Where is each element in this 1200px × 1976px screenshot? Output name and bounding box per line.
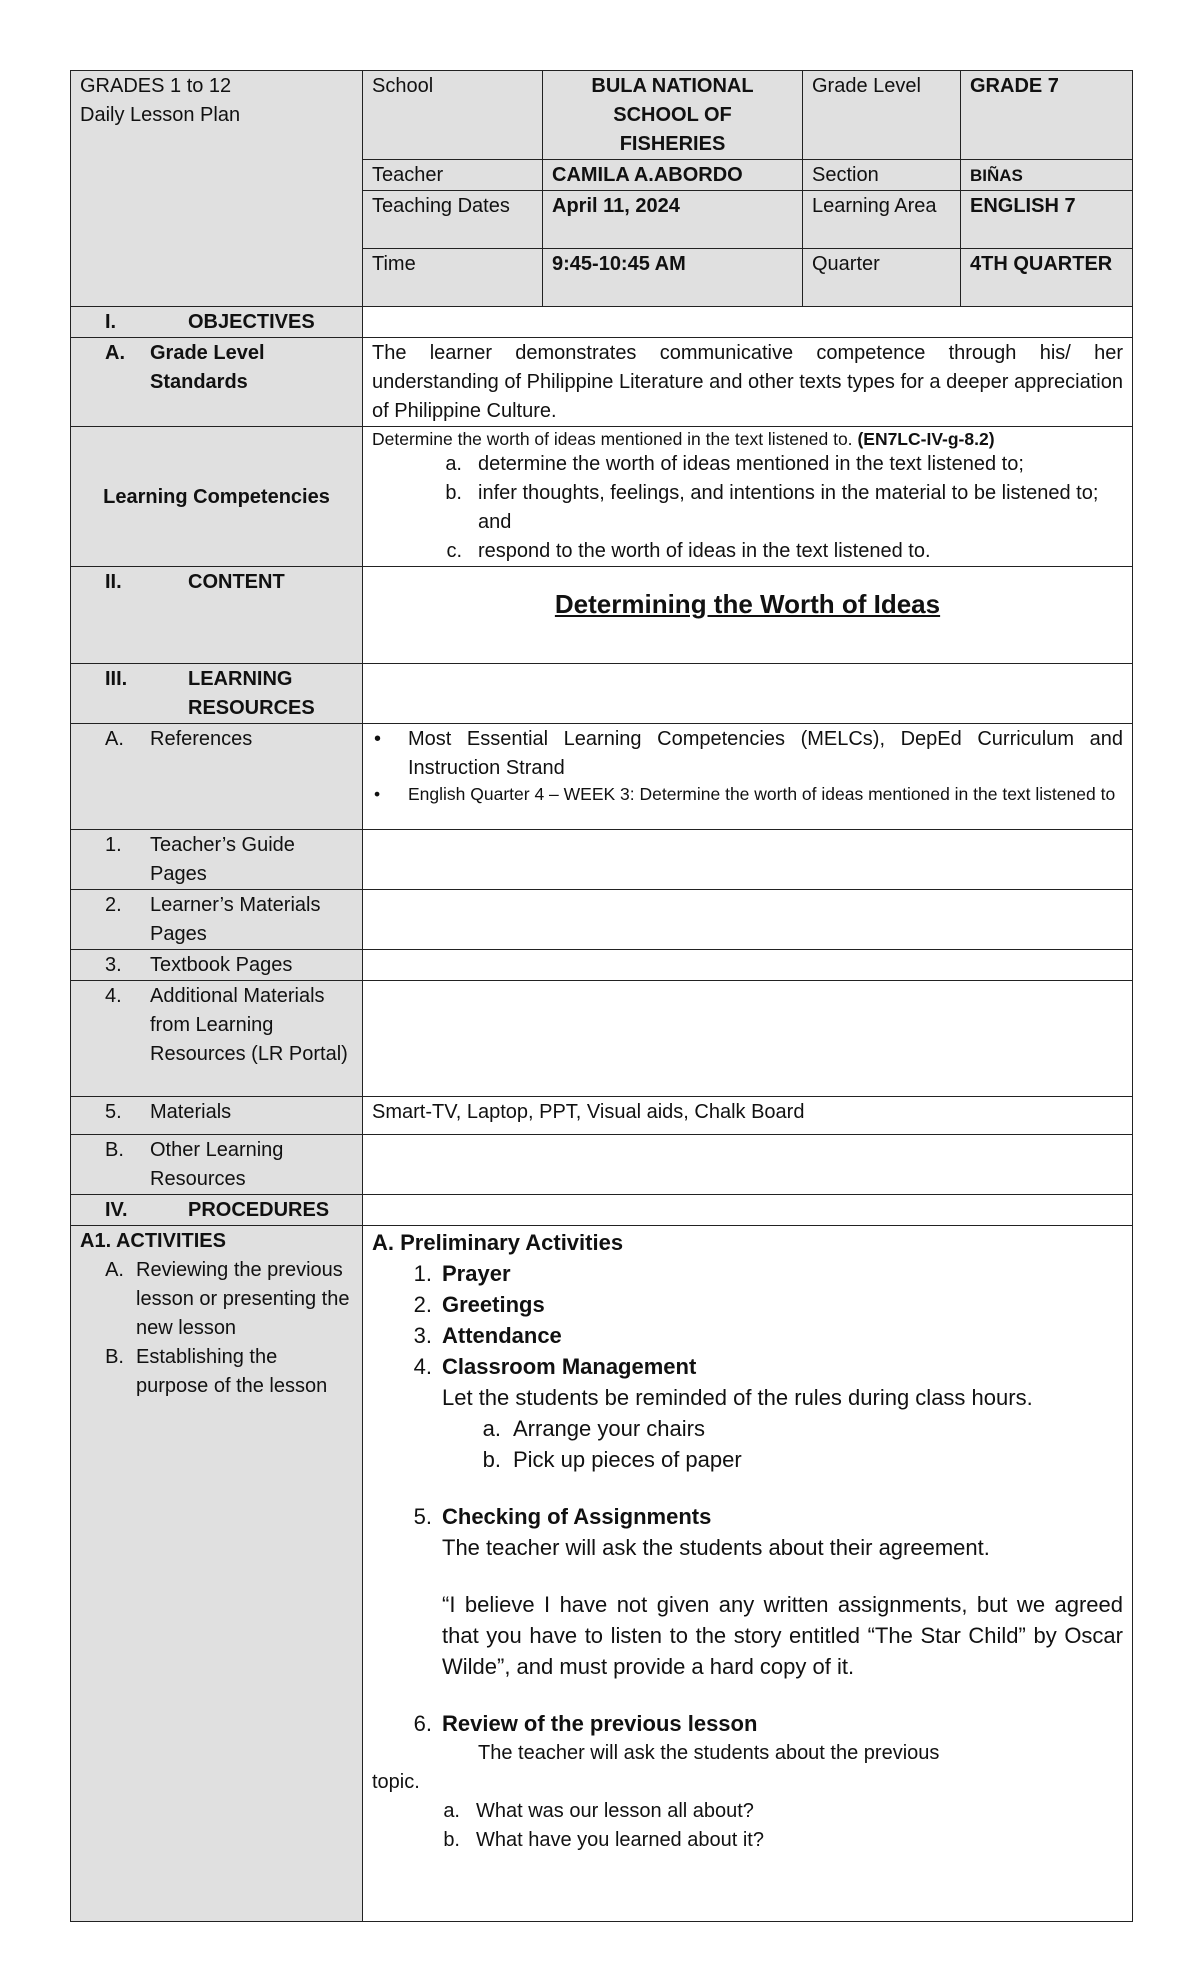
references-letter: A.: [105, 728, 124, 750]
grade-level-value: GRADE 7: [961, 71, 1133, 160]
resource-row-text: Additional Materials from Learning Resources (LR Portal): [150, 985, 348, 1065]
time-label: Time: [363, 249, 543, 307]
resource-row-label: [71, 1097, 363, 1135]
step4-text: Let the students be reminded of the rules during class hours.: [442, 1385, 1033, 1410]
prelim-step-title: Review of the previous lesson: [442, 1711, 758, 1736]
competency-item-text: determine the worth of ideas mentioned in the text listened to;: [478, 453, 1024, 475]
resource-row-num: 2.: [105, 894, 122, 916]
section-label: Section: [803, 160, 961, 191]
prelim-step-title: Checking of Assignments: [442, 1504, 712, 1529]
reference-item-text: Most Essential Learning Competencies (MELCs), DepEd Curriculum and Instruction Strand: [408, 728, 1123, 779]
prelim-step: [372, 1289, 1123, 1320]
prelim-step: [372, 1258, 1123, 1289]
resource-row-label: [71, 890, 363, 950]
step4-item-text: Pick up pieces of paper: [513, 1447, 742, 1472]
prelim-step: [372, 1708, 1123, 1739]
bullet-icon: •: [374, 784, 381, 804]
resources-empty-cell: [363, 664, 1133, 724]
step4-item-key: a.: [482, 1416, 501, 1441]
resource-row-num: 4.: [105, 985, 122, 1007]
bullet-icon: •: [374, 728, 382, 750]
plan-title-line2: Daily Lesson Plan: [80, 104, 241, 126]
objectives-heading-cell: [71, 307, 363, 338]
activity-item-text: Reviewing the previous lesson or presenting the new lesson: [136, 1259, 350, 1339]
activity-item-text: Establishing the purpose of the lesson: [136, 1346, 328, 1397]
prelim-step-num: 1.: [413, 1261, 432, 1286]
prelim-step: [372, 1320, 1123, 1351]
standards-label: Grade Level Standards: [150, 342, 265, 393]
competency-item-text: infer thoughts, feelings, and intentions in the material to be listened to; and: [478, 482, 1099, 533]
resources-heading-cell: [71, 664, 363, 724]
teacher-label: Teacher: [363, 160, 543, 191]
competency-item-text: respond to the worth of ideas in the text listened to.: [478, 540, 931, 562]
reference-item: [372, 725, 1123, 783]
content-title-cell: [363, 567, 1133, 664]
resource-row-value: [363, 950, 1133, 981]
resource-row-text: Textbook Pages: [150, 954, 293, 976]
resources-num: III.: [105, 668, 128, 690]
prelim-step: [372, 1351, 1123, 1382]
competencies-cell: [363, 427, 1133, 567]
step6-item-text: What was our lesson all about?: [476, 1800, 754, 1822]
step4-item-key: b.: [482, 1447, 501, 1472]
resource-row-text: Materials: [150, 1101, 232, 1123]
resource-row-label: [71, 981, 363, 1097]
prelim-step-title: Attendance: [442, 1323, 562, 1348]
competency-item: [372, 479, 1123, 537]
dates-label: Teaching Dates: [363, 191, 543, 249]
procedures-num: IV.: [105, 1199, 128, 1221]
prelim-step-title: Greetings: [442, 1292, 545, 1317]
quarter-value: 4TH QUARTER: [961, 249, 1133, 307]
prelim-step-text: [372, 1589, 1123, 1682]
objectives-num: I.: [105, 311, 117, 333]
other-resources-letter: B.: [105, 1139, 124, 1161]
references-label: References: [150, 728, 253, 750]
resource-row-num: 1.: [105, 834, 122, 856]
lesson-plan-table: [70, 70, 1133, 1922]
resource-row-num: 5.: [105, 1101, 122, 1123]
competency-item: [372, 537, 1123, 566]
learning-area-label: Learning Area: [803, 191, 961, 249]
procedures-heading: PROCEDURES: [188, 1199, 330, 1221]
learning-area-value: ENGLISH 7: [961, 191, 1133, 249]
plan-title-cell: [71, 71, 363, 307]
standards-letter: A.: [105, 342, 125, 364]
procedures-empty-cell: [363, 1195, 1133, 1226]
step6-item-text: What have you learned about it?: [476, 1829, 764, 1851]
resource-row-text: Teacher’s Guide Pages: [150, 834, 295, 885]
quarter-label: Quarter: [803, 249, 961, 307]
activity-item: [80, 1343, 353, 1401]
resources-heading: LEARNING RESOURCES: [188, 668, 315, 719]
dates-value: April 11, 2024: [543, 191, 803, 249]
competency-item-key: b.: [445, 482, 462, 504]
prelim-step-title: Prayer: [442, 1261, 511, 1286]
activity-item-key: A.: [105, 1259, 124, 1281]
step6-item: [372, 1826, 1123, 1855]
prelim-step-num: 6.: [413, 1711, 432, 1736]
resource-row-num: 3.: [105, 954, 122, 976]
content-heading-cell: [71, 567, 363, 664]
standards-label-cell: [71, 338, 363, 427]
content-title: Determining the Worth of Ideas: [554, 589, 941, 619]
content-num: II.: [105, 571, 122, 593]
activity-item-key: B.: [105, 1346, 124, 1368]
step4-item: [372, 1444, 1123, 1475]
step6-item-key: b.: [443, 1829, 460, 1851]
activities-left-cell: [71, 1226, 363, 1922]
school-value: BULA NATIONAL SCHOOL OF FISHERIES: [543, 71, 803, 160]
references-label-cell: [71, 724, 363, 830]
school-label: School: [363, 71, 543, 160]
other-resources-value: [363, 1135, 1133, 1195]
step5-quote: “I believe I have not given any written assignments, but we agreed that you have to listen to the story entitled “The Star Child” by Oscar Wilde”, and must provide a hard copy of it.: [442, 1592, 1123, 1679]
resource-row-label: [71, 950, 363, 981]
time-value: 9:45-10:45 AM: [543, 249, 803, 307]
step6-text-b: topic.: [372, 1771, 420, 1793]
competency-item: [372, 450, 1123, 479]
section-value: BIÑAS: [961, 160, 1133, 191]
resource-row-label: [71, 830, 363, 890]
activities-right-cell: [363, 1226, 1133, 1922]
references-cell: [363, 724, 1133, 830]
step6-text-a: The teacher will ask the students about the previous: [478, 1742, 940, 1764]
prelim-step-text: [372, 1532, 1123, 1563]
prelim-step-num: 4.: [413, 1354, 432, 1379]
standards-text: The learner demonstrates communicative competence through his/ her understanding of Philippine Literature and other texts types for a deeper appreciation of Philippine Culture.: [363, 338, 1133, 427]
content-heading: CONTENT: [188, 571, 285, 593]
prelim-step: [372, 1501, 1123, 1532]
competencies-label: Learning Competencies: [71, 427, 363, 567]
prelim-step-num: 5.: [413, 1504, 432, 1529]
prelim-step-text: [372, 1382, 1123, 1413]
objectives-empty-cell: [363, 307, 1133, 338]
lesson-plan-page: [70, 70, 1132, 1922]
resource-row-value: [363, 830, 1133, 890]
competency-item-key: a.: [445, 453, 462, 475]
procedures-heading-cell: [71, 1195, 363, 1226]
activity-item: [80, 1256, 353, 1343]
reference-item-text: English Quarter 4 – WEEK 3: Determine the worth of ideas mentioned in the text listened to: [408, 784, 1116, 804]
competency-item-key: c.: [446, 540, 462, 562]
step4-item-text: Arrange your chairs: [513, 1416, 705, 1441]
prelim-heading: A. Preliminary Activities: [372, 1230, 624, 1255]
resource-row-value: [363, 981, 1133, 1097]
step6-item: [372, 1797, 1123, 1826]
prelim-step-num: 3.: [413, 1323, 432, 1348]
prelim-step-num: 2.: [413, 1292, 432, 1317]
other-resources-label-cell: [71, 1135, 363, 1195]
competency-main: Determine the worth of ideas mentioned in the text listened to.: [372, 429, 853, 449]
step6-item-key: a.: [443, 1800, 460, 1822]
resource-row-value: Smart-TV, Laptop, PPT, Visual aids, Chalk Board: [363, 1097, 1133, 1135]
objectives-heading: OBJECTIVES: [188, 311, 315, 333]
competency-code: (EN7LC-IV-g-8.2): [857, 429, 995, 449]
step5-text: The teacher will ask the students about their agreement.: [442, 1535, 990, 1560]
resource-row-text: Learner’s Materials Pages: [150, 894, 321, 945]
teacher-value: CAMILA A.ABORDO: [543, 160, 803, 191]
activities-heading: A1. ACTIVITIES: [80, 1230, 226, 1252]
other-resources-label: Other Learning Resources: [150, 1139, 284, 1190]
step4-item: [372, 1413, 1123, 1444]
prelim-step-title: Classroom Management: [442, 1354, 697, 1379]
grade-level-label: Grade Level: [803, 71, 961, 160]
plan-title-line1: GRADES 1 to 12: [80, 75, 232, 97]
reference-item: [372, 783, 1123, 805]
resource-row-value: [363, 890, 1133, 950]
